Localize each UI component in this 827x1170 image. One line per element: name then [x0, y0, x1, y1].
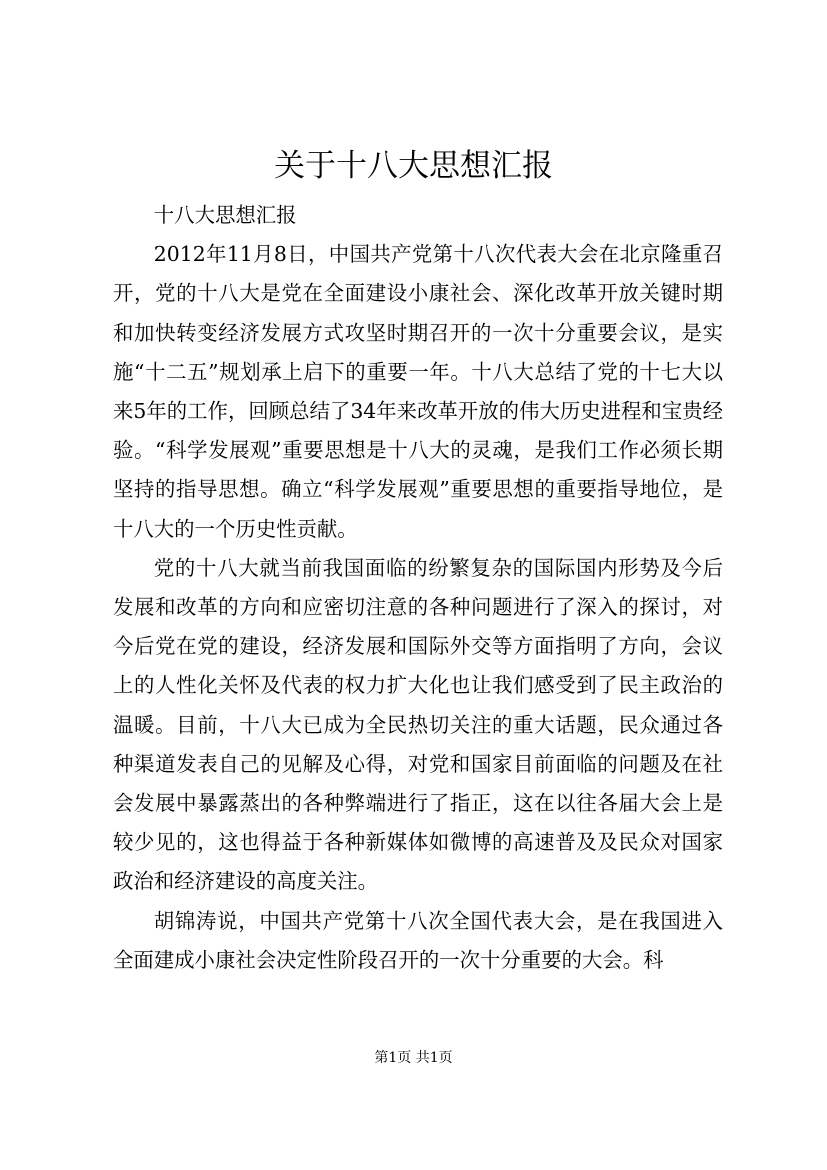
page-footer: 第1页 共1页 [374, 1050, 453, 1066]
document-body [113, 196, 723, 980]
paragraph-subtitle: 十八大思想汇报 [153, 203, 297, 227]
document-title: 关于十八大思想汇报 [274, 148, 553, 184]
paragraph-1: 2012年11月8日，中国共产党第十八次代表大会在北京隆重召开，党的十八大是党在全面建设小康社会、深化改革开放关键时期和加快转变经济发展方式攻坚时期召开的一次十分重要会议，是实施“十二五”规划承上启下的重要一年。十八大总结了党的十七大以来5年的工作，回顾总结了34年来改革开放的伟大历史进程和宝贵经验。“科学发展观”重要思想是十八大的灵魂，是我们工作必须长期坚持的指导思想。确立“科学发展观”重要思想的重要指导地位，是十八大的一个历史性贡献。 [113, 242, 723, 541]
paragraph-3: 胡锦涛说，中国共产党第十八次全国代表大会，是在我国进入全面建成小康社会决定性阶段召开的一次十分重要的大会。科 [113, 908, 723, 972]
paragraph-2: 党的十八大就当前我国面临的纷繁复杂的国际国内形势及今后发展和改革的方向和应密切注意的各种问题进行了深入的探讨，对今后党在党的建设，经济发展和国际外交等方面指明了方向，会议上的人性化关怀及代表的权力扩大化也让我们感受到了民主政治的温暖。目前，十八大已成为全民热切关注的重大话题，民众通过各种渠道发表自己的见解及心得，对党和国家目前面临的问题及在社会发展中暴露蒸出的各种弊端进行了指正，这在以往各届大会上是较少见的，这也得益于各种新媒体如微博的高速普及及民众对国家政治和经济建设的高度关注。 [113, 555, 723, 894]
